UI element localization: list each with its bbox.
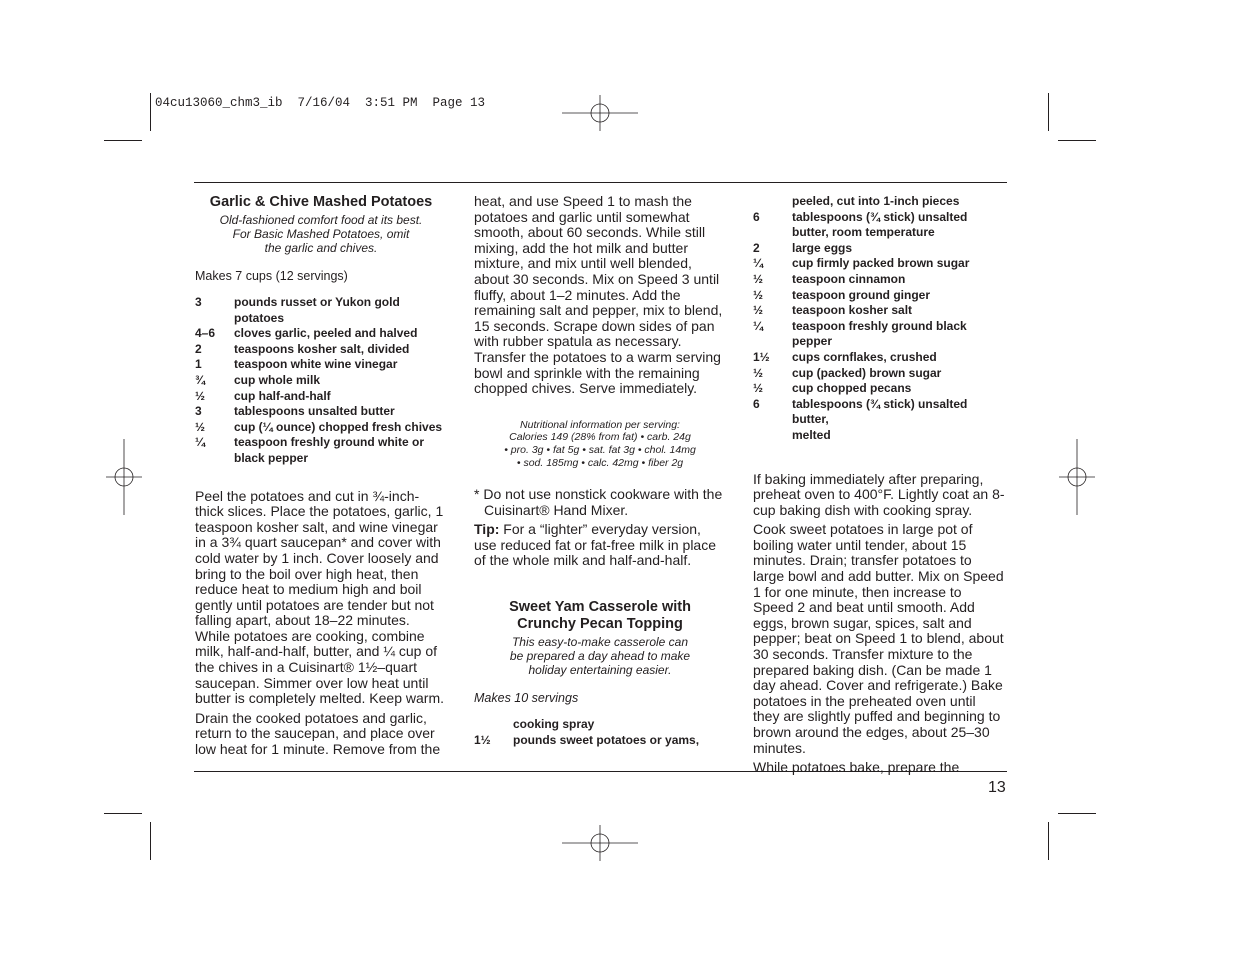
footnote: * Do not use nonstick cookware with the Cuisinart® Hand Mixer. [474, 486, 723, 518]
ingredient-row: black pepper [234, 450, 309, 465]
column-2 [474, 194, 726, 748]
ingredient-row: ¾ cup whole milk [195, 372, 321, 387]
nutrition-info: Nutritional information per serving: Calories 149 (28% from fat) • carb. 24g • pro. 3g • fat 5g • sat. fat 3g • chol. 14mg • sod. 185mg • calc. 42mg • fiber 2g [504, 418, 696, 469]
ingredient-row: ¼ teaspoon freshly ground black [753, 318, 967, 333]
ingredient-row: cooking spray [513, 717, 595, 732]
ingredient-row: 6 tablespoons (¾ stick) unsalted butter, [753, 396, 968, 427]
recipe-title-garlic-chive: Garlic & Chive Mashed Potatoes [209, 194, 433, 210]
ingredient-row: butter, room temperature [792, 225, 935, 240]
ingredient-row: ½ teaspoon kosher salt [753, 303, 913, 318]
ingredient-row: 3 pounds russet or Yukon gold potatoes [195, 295, 400, 325]
recipe-yield: Makes 10 servings [474, 691, 579, 706]
printer-slug: 04cu13060_chm3_ib 7/16/04 3:51 PM Page 13 [155, 96, 486, 110]
recipe-intro: Old-fashioned comfort food at its best. For Basic Mashed Potatoes, omit the garlic and chives. [219, 213, 423, 255]
ingredient-row: melted [792, 427, 831, 442]
column-1 [195, 194, 447, 762]
ingredient-row: ½ cup (¼ ounce) chopped fresh chives [195, 419, 443, 434]
ingredient-row: ½ cup chopped pecans [753, 381, 912, 396]
registration-mark-top [562, 75, 638, 151]
ingredient-row: 2 teaspoons kosher salt, divided [195, 341, 410, 356]
ingredient-row: ½ teaspoon cinnamon [753, 271, 906, 286]
ingredient-row: 1½ pounds sweet potatoes or yams, [474, 732, 700, 747]
recipe-yield: Makes 7 cups (12 servings) [195, 269, 348, 283]
ingredient-row: ½ cup (packed) brown sugar [753, 365, 942, 380]
instructions-paragraph: While potatoes bake, prepare the [753, 759, 960, 776]
registration-mark-bottom [562, 805, 638, 881]
ingredient-row: peeled, cut into 1-inch pieces [792, 194, 960, 208]
ingredient-row: ½ cup half-and-half [195, 388, 331, 403]
tip: Tip: For a “lighter” everyday version, use reduced fat or fat-free milk in place of the whole milk and half-and-half. [474, 521, 717, 569]
instructions-paragraph: heat, and use Speed 1 to mash the potatoes and garlic until somewhat smooth, about 60 seconds. While still mixing, add the hot milk and butter mixture, and mix until well blended, about 30 seconds. Mix on Speed 3 until fluffy, about 1–2 minutes. Add the remaining salt and pepper, mix to blend, 15 seconds. Scrape down sides of pan with rubber spatula as necessary. Transfer the potatoes to a warm serving bowl and sprinkle with the remaining chopped chives. Serve immediately. [474, 193, 723, 397]
ingredient-row: 6 tablespoons (¾ stick) unsalted [753, 209, 968, 224]
instructions-paragraph: Peel the potatoes and cut in ¾-inch-thick slices. Place the potatoes, garlic, 1 teaspoon kosher salt, and wine vinegar in a 3¾ quart saucepan* and cover with cold water by 1 inch. Cover loosely and bring to the boil over high heat, then reduce heat to medium high and boil gently until potatoes are tender but not falling apart, about 18–22 minutes. While potatoes are cooking, combine milk, half-and-half, butter, and ¼ cup of the chives in a Cuisinart® 1½–quart saucepan. Simmer over low heat until butter is completely melted. Keep warm. [195, 487, 444, 707]
ingredient-list [753, 194, 1005, 444]
ingredient-row: pepper [792, 334, 833, 349]
page-number: 13 [988, 779, 1006, 796]
ingredient-list [195, 295, 447, 467]
ingredient-row: ¼ cup firmly packed brown sugar [753, 256, 970, 271]
ingredient-list [474, 717, 726, 748]
registration-mark-right [1039, 439, 1115, 515]
ingredient-row: ¼ teaspoon freshly ground white or [195, 435, 425, 450]
ingredient-row: 2 large eggs [753, 240, 853, 255]
ingredient-row: ½ teaspoon ground ginger [753, 287, 930, 302]
instructions-paragraph: Drain the cooked potatoes and garlic, return to the saucepan, and place over low heat for 1 minute. Remove from the [195, 709, 441, 758]
top-rule [194, 182, 1007, 183]
instructions-paragraph: Cook sweet potatoes in large pot of boiling water until tender, about 15 minutes. Drain; transfer potatoes to large bowl and add butter. Mix on Speed 1 for one minute, then increase to Speed 2 and beat until smooth. Add eggs, brown sugar, spices, salt and pepper; beat on Speed 1 to blend, about 30 seconds. Transfer mixture to the prepared baking dish. (Can be made 1 day ahead. Cover and refrigerate.) Bake potatoes in the preheated oven until they are slightly puffed and beginning to brown around the edges, about 25–30 minutes. [753, 521, 1004, 756]
ingredient-row: 4–6 cloves garlic, peeled and halved [195, 326, 418, 341]
recipe-intro: This easy-to-make casserole can be prepared a day ahead to make holiday entertaining easier. [509, 635, 691, 678]
instructions-paragraph: If baking immediately after preparing, preheat oven to 400°F. Lightly coat an 8-cup baking dish with cooking spray. [753, 470, 1005, 518]
recipe-title-sweet-yam: Sweet Yam Casserole with Crunchy Pecan Topping [509, 599, 691, 633]
column-3 [753, 194, 1005, 780]
ingredient-row: 1 teaspoon white wine vinegar [195, 357, 398, 372]
ingredient-row: 3 tablespoons unsalted butter [195, 404, 395, 419]
ingredient-row: 1½ cups cornflakes, crushed [753, 349, 937, 364]
registration-mark-left [86, 439, 162, 515]
